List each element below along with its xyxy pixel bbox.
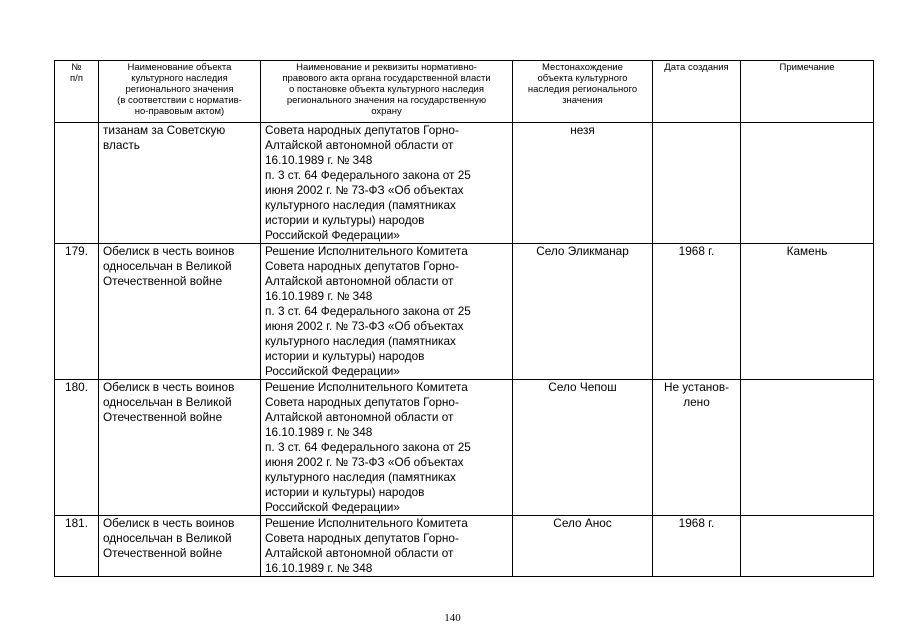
- object-location: Село Чепош: [513, 380, 653, 516]
- row-number: 181.: [55, 516, 99, 577]
- table-row: [55, 380, 874, 516]
- header-object-name: Наименование объекта культурного наследия регионального значения (в соответствии с норматив- но-правовым актом): [99, 61, 261, 123]
- object-name: Обелиск в честь воинов односельчан в Великой Отечественной войне: [99, 380, 261, 516]
- header-location: Местонахождение объекта культурного наследия регионального значения: [513, 61, 653, 123]
- note: [741, 123, 874, 244]
- note: [741, 516, 874, 577]
- header-date: Дата создания: [653, 61, 741, 123]
- legal-act: Решение Исполнительного Комитета Совета народных депутатов Горно- Алтайской автономной области от 16.10.1989 г. № 348 п. 3 ст. 64 Федерального закона от 25 июня 2002 г. № 73-ФЗ «Об объектах культурного наследия (памятниках истории и культуры) народов Российской Федерации»: [261, 244, 513, 380]
- legal-act: Решение Исполнительного Комитета Совета народных депутатов Горно- Алтайской автономной области от 16.10.1989 г. № 348 п. 3 ст. 64 Федерального закона от 25 июня 2002 г. № 73-ФЗ «Об объектах культурного наследия (памятниках истории и культуры) народов Российской Федерации»: [261, 380, 513, 516]
- header-legal-act: Наименование и реквизиты нормативно- правового акта органа государственной власти о постановке объекта культурного наследия регионального значения на государственную охрану: [261, 61, 513, 123]
- object-location: Село Анос: [513, 516, 653, 577]
- table-header-row: [55, 61, 874, 123]
- creation-date: [653, 123, 741, 244]
- note: Камень: [741, 244, 874, 380]
- row-number: 180.: [55, 380, 99, 516]
- note: [741, 380, 874, 516]
- object-name: Обелиск в честь воинов односельчан в Великой Отечественной войне: [99, 516, 261, 577]
- object-name: тизанам за Советскую власть: [99, 123, 261, 244]
- header-number: № п/п: [55, 61, 99, 123]
- header-note: Примечание: [741, 61, 874, 123]
- page-number: 140: [444, 612, 461, 624]
- table-row: [55, 244, 874, 380]
- legal-act: Решение Исполнительного Комитета Совета народных депутатов Горно- Алтайской автономной области от 16.10.1989 г. № 348: [261, 516, 513, 577]
- row-number: 179.: [55, 244, 99, 380]
- creation-date: Не установ- лено: [653, 380, 741, 516]
- row-number: [55, 123, 99, 244]
- creation-date: 1968 г.: [653, 516, 741, 577]
- table-row: [55, 516, 874, 577]
- object-location: Село Эликманар: [513, 244, 653, 380]
- heritage-objects-table: [54, 60, 874, 577]
- table-row: [55, 123, 874, 244]
- creation-date: 1968 г.: [653, 244, 741, 380]
- legal-act: Совета народных депутатов Горно- Алтайской автономной области от 16.10.1989 г. № 348 п. 3 ст. 64 Федерального закона от 25 июня 2002 г. № 73-ФЗ «Об объектах культурного наследия (памятниках истории и культуры) народов Российской Федерации»: [261, 123, 513, 244]
- object-location: незя: [513, 123, 653, 244]
- object-name: Обелиск в честь воинов односельчан в Великой Отечественной войне: [99, 244, 261, 380]
